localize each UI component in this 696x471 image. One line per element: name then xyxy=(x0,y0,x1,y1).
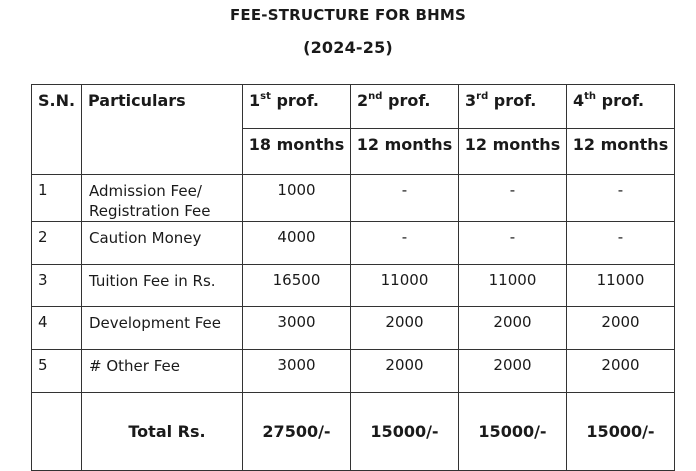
header-prof-3: 3rd prof. xyxy=(459,85,567,129)
table-row xyxy=(32,307,675,350)
table-row xyxy=(32,175,675,222)
fee-cell: 16500 xyxy=(243,265,351,307)
fee-cell: 3000 xyxy=(243,307,351,350)
table-row xyxy=(32,350,675,393)
fee-cell: 2000 xyxy=(567,350,675,393)
total-value: 15000/- xyxy=(567,393,675,471)
duration-prof-3: 12 months xyxy=(459,129,567,175)
document-title: FEE-STRUCTURE FOR BHMS xyxy=(229,6,467,24)
total-row xyxy=(32,393,675,471)
fee-cell: 11000 xyxy=(351,265,459,307)
fee-cell: - xyxy=(351,175,459,222)
duration-prof-2: 12 months xyxy=(351,129,459,175)
fee-cell: - xyxy=(351,222,459,265)
fee-cell: 2000 xyxy=(351,350,459,393)
fee-cell: - xyxy=(459,175,567,222)
table-row xyxy=(32,222,675,265)
fee-cell: - xyxy=(567,222,675,265)
header-prof-2: 2nd prof. xyxy=(351,85,459,129)
duration-prof-4: 12 months xyxy=(567,129,675,175)
total-value: 15000/- xyxy=(351,393,459,471)
row-particular: Admission Fee/ Registration Fee xyxy=(82,175,243,222)
total-value: 15000/- xyxy=(459,393,567,471)
row-sn: 3 xyxy=(32,265,82,307)
duration-prof-1: 18 months xyxy=(243,129,351,175)
row-sn: 1 xyxy=(32,175,82,222)
row-particular: Development Fee xyxy=(82,307,243,350)
table-row xyxy=(32,265,675,307)
fee-cell: 2000 xyxy=(567,307,675,350)
document-subtitle: (2024-25) xyxy=(303,38,393,57)
header-prof-4: 4th prof. xyxy=(567,85,675,129)
row-sn: 2 xyxy=(32,222,82,265)
header-sn: S.N. xyxy=(32,85,82,175)
fee-cell: 2000 xyxy=(459,350,567,393)
total-value: 27500/- xyxy=(243,393,351,471)
row-sn: 4 xyxy=(32,307,82,350)
row-particular: Caution Money xyxy=(82,222,243,265)
fee-cell: 11000 xyxy=(567,265,675,307)
fee-cell: 4000 xyxy=(243,222,351,265)
total-sn-cell xyxy=(32,393,82,471)
fee-cell: 11000 xyxy=(459,265,567,307)
row-sn: 5 xyxy=(32,350,82,393)
header-particulars: Particulars xyxy=(82,85,243,175)
fee-structure-table xyxy=(31,84,675,471)
fee-cell: 2000 xyxy=(351,307,459,350)
row-particular: # Other Fee xyxy=(82,350,243,393)
fee-cell: 3000 xyxy=(243,350,351,393)
row-particular: Tuition Fee in Rs. xyxy=(82,265,243,307)
total-label: Total Rs. xyxy=(82,393,243,471)
fee-cell: - xyxy=(567,175,675,222)
fee-cell: 1000 xyxy=(243,175,351,222)
fee-cell: - xyxy=(459,222,567,265)
header-prof-1: 1st prof. xyxy=(243,85,351,129)
fee-cell: 2000 xyxy=(459,307,567,350)
